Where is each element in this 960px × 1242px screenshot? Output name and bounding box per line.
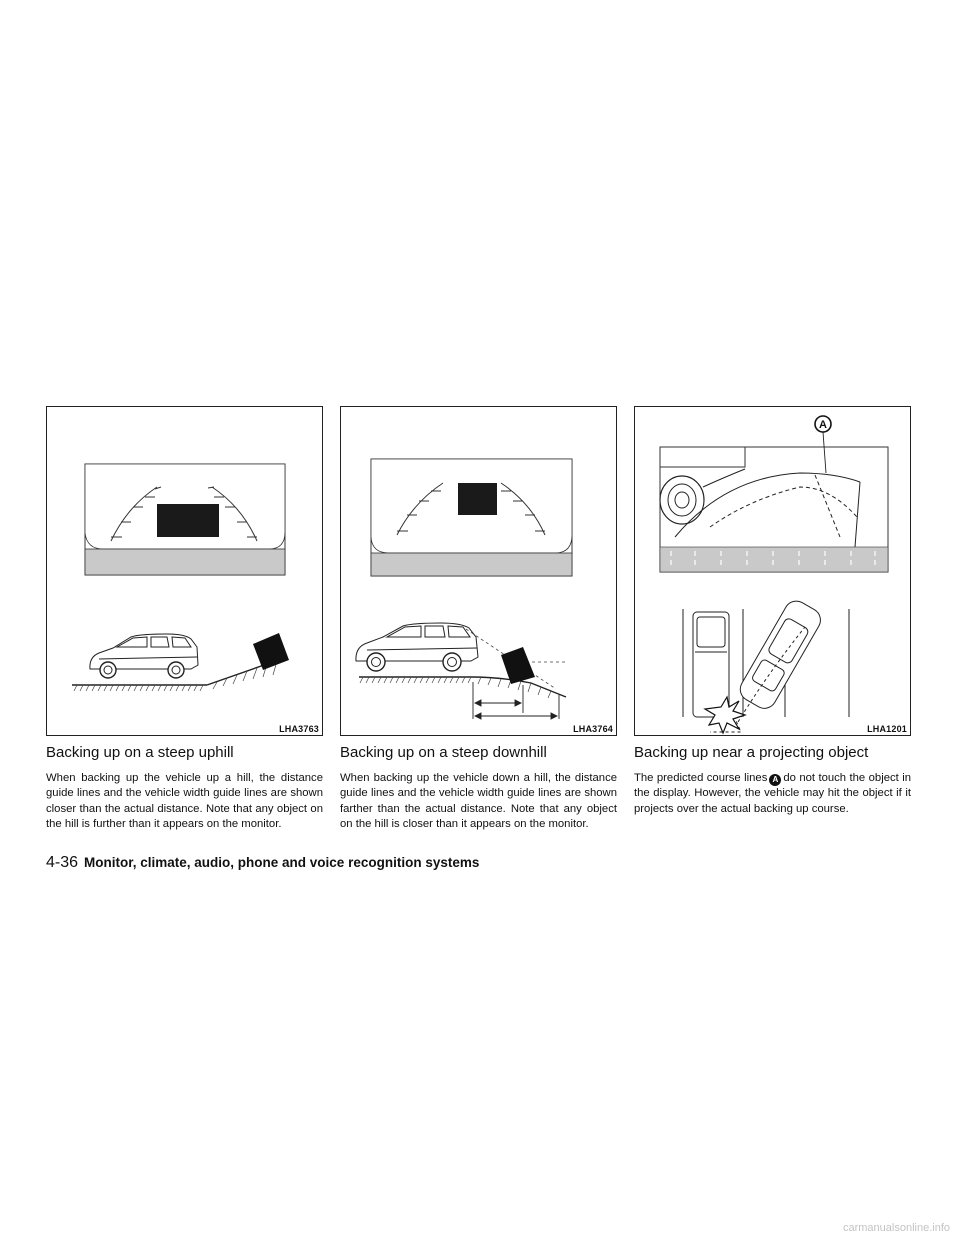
- callout-marker: [815, 416, 831, 432]
- figure-projecting-object: [634, 406, 911, 736]
- body-text-start: The predicted course lines: [634, 772, 768, 784]
- figure-code: LHA3764: [573, 724, 613, 734]
- car-side-view: [90, 634, 198, 678]
- car-side-view: [356, 623, 478, 671]
- uphill-illustration: [47, 407, 323, 736]
- figure-code: LHA3763: [279, 724, 319, 734]
- parking-diagram: [683, 597, 849, 732]
- section-title-projecting: Backing up near a projecting object: [634, 744, 869, 761]
- ground-downhill: [359, 677, 566, 698]
- callout-letter: A: [819, 419, 827, 431]
- figure-uphill: [46, 406, 323, 736]
- figure-code: LHA1201: [867, 724, 907, 734]
- callout-a-icon: A: [769, 774, 781, 786]
- section-title-downhill: Backing up on a steep downhill: [340, 744, 547, 761]
- body-text-end: do not touch the object in the display. However, the vehicle may hit the object if it projects over the actual backing up course.: [634, 772, 911, 815]
- monitor-display: [660, 432, 888, 572]
- chapter-title: Monitor, climate, audio, phone and voice recognition systems: [84, 855, 480, 870]
- projecting-object-illustration: [635, 407, 911, 736]
- monitor-display: [371, 459, 572, 576]
- section-title-uphill: Backing up on a steep uphill: [46, 744, 234, 761]
- figure-downhill: [340, 406, 617, 736]
- object-on-monitor: [458, 483, 497, 515]
- section-body-downhill: When backing up the vehicle down a hill, the distance guide lines and the vehicle width guide lines are shown farther than the actual distance. Note that any object on the hill is closer than it appears on the monitor.: [340, 772, 617, 831]
- watermark: carmanualsonline.info: [842, 1222, 950, 1234]
- page-footer: [46, 854, 479, 872]
- distance-arrows: [473, 682, 559, 719]
- downhill-illustration: [341, 407, 617, 736]
- section-body-uphill: When backing up the vehicle up a hill, the distance guide lines and the vehicle width guide lines are shown closer than the actual distance. Note that any object on the hill is further than it appears on the monitor.: [46, 772, 323, 831]
- page-number: 4-36: [46, 854, 79, 871]
- object-on-monitor: [157, 504, 219, 537]
- section-body-projecting: [634, 771, 911, 817]
